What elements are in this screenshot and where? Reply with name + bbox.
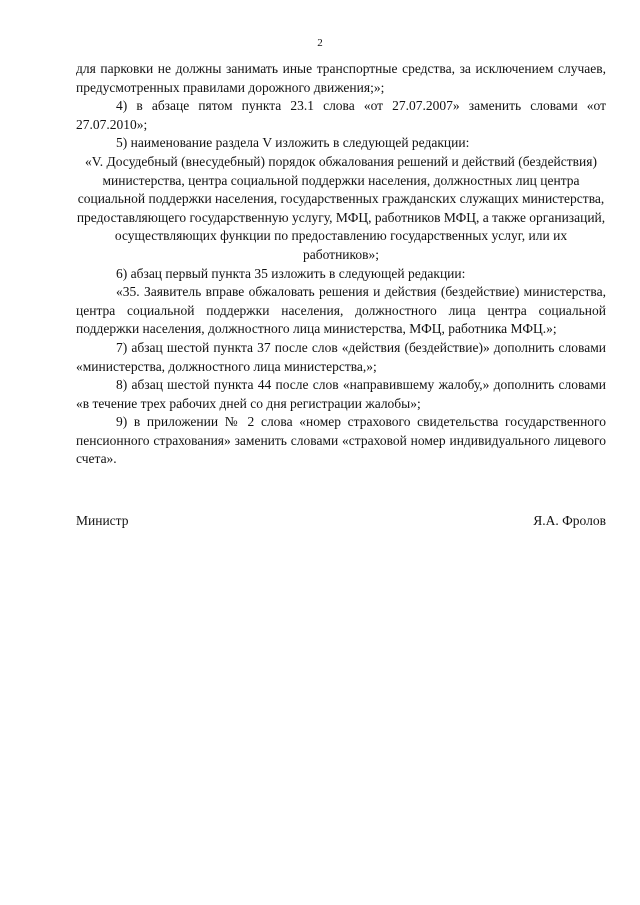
paragraph-continuation: для парковки не должны занимать иные транспортные средства, за исключением случаев, предусмотренных правилами дорожного движения;»; — [76, 61, 606, 95]
page-number: 2 — [317, 37, 323, 49]
paragraph-item-4: 4) в абзаце пятом пункта 23.1 слова «от 27.07.2007» заменить словами «от 27.07.2010»; — [76, 98, 606, 132]
paragraph-item-35-quote: «35. Заявитель вправе обжаловать решения и действия (бездействие) министерства, центра социальной поддержки населения, должностного лица центра социальной поддержки населения, должностного лица министерства, МФЦ, работника МФЦ.»; — [76, 284, 606, 337]
section-title-quote: «V. Досудебный (внесудебный) порядок обжалования решений и действий (бездействия) министерства, центра социальной поддержки населения, должностных лиц центра социальной поддержки населения, государственных гражданских служащих министерства, предоставляющего государственную услугу, МФЦ, работников МФЦ, а также организаций, осуществляющих функции по предоставлению государственных услуг, или их работников»; — [76, 153, 606, 262]
paragraph-item-9: 9) в приложении № 2 слова «номер страхового свидетельства государственного пенсионного страхования» заменить словами «страховой номер индивидуального лицевого счета». — [76, 414, 606, 467]
signatory-position: Министр — [76, 513, 129, 528]
signature-block — [76, 512, 606, 532]
signatory-name: Я.А. Фролов — [533, 513, 606, 528]
paragraph-item-8: 8) абзац шестой пункта 44 после слов «направившему жалобу,» дополнить словами «в течение трех рабочих дней со дня регистрации жалобы»; — [76, 377, 606, 411]
paragraph-item-6: 6) абзац первый пункта 35 изложить в следующей редакции: — [116, 265, 466, 281]
paragraph-item-7: 7) абзац шестой пункта 37 после слов «действия (бездействие)» дополнить словами «министерства, должностного лица министерства,»; — [76, 339, 606, 374]
paragraph-item-5: 5) наименование раздела V изложить в следующей редакции: — [116, 135, 470, 151]
document-body — [76, 60, 606, 469]
